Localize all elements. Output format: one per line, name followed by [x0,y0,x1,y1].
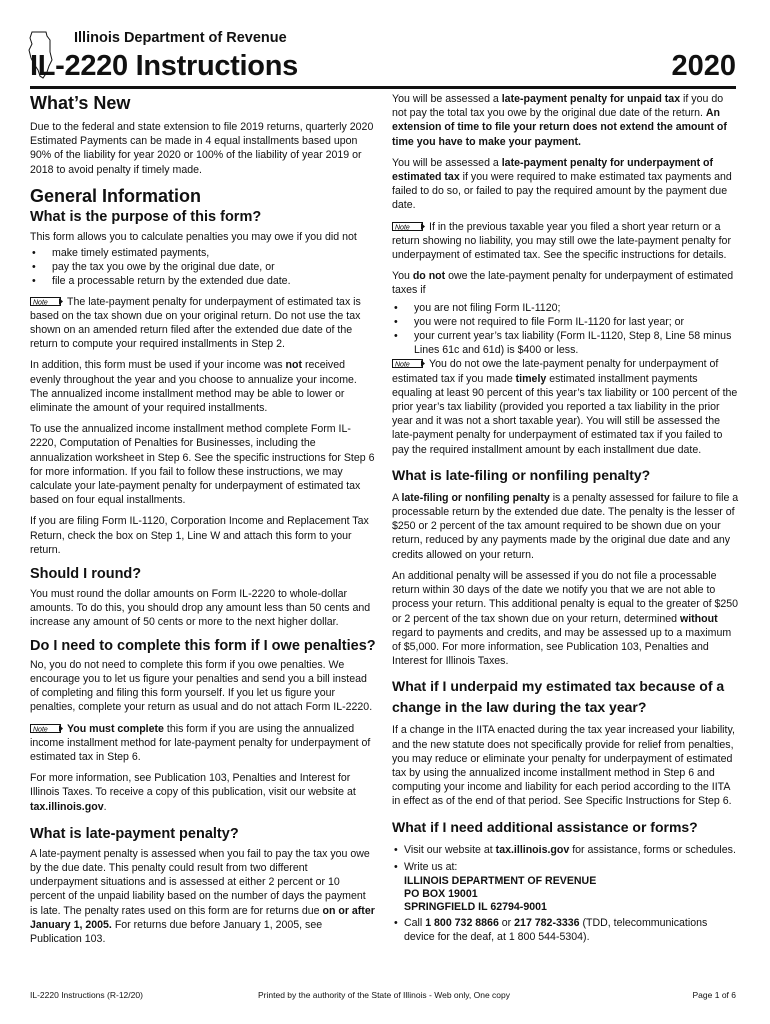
addition-text: In addition, this form must be used if your income was not received evenly throughout the year and you choose to annualize your income. The annualized income installment method may be able to lower or eliminate the amount of your required installments. [30,359,357,415]
more-info-text: For more information, see Publication 103, Penalties and Interest for Illinois Taxes. To receive a copy of this publication, visit our website at tax.illinois.gov. [30,772,356,813]
late-filing-heading: What is late-filing or nonfiling penalty? [392,466,651,483]
whats-new-text: Due to the federal and state extension to file 2019 returns, quarterly 2020 Estimated Payments can be made in 4 equal installments based upon 90% of the liability for year 2020 or 100% of the liability of year 2019 or 2018 to avoid penalty if timely made. [30,121,374,176]
round-heading: Should I round? [30,566,142,583]
svg-text:Note: Note [33,299,48,306]
phone-number[interactable]: 1 800 732 8866 [425,916,499,929]
late-filing-text: A late-filing or nonfiling penalty is a penalty assessed for failure to file a processable return by the extended due date. The penalty is the lesser of $250 or 2 percent of the tax amount required to be shown due on your return, reduced by any payments made by the original due date and any credits allowed on your return. [392,491,739,561]
unpaid-tax-text: You will be assessed a late-payment penalty for unpaid tax if you do not pay the total tax you owe by the original due date of the return. An extension of time to file your return does not extend the amount of time you have to make your payment. [392,93,727,148]
need-heading: Do I need to complete this form if I owe penalties? [30,637,376,654]
right-column [392,92,740,950]
assistance-heading: What if I need additional assistance or forms? [392,818,698,835]
purpose-list [30,246,376,289]
header-rule [30,86,736,89]
note-icon [30,297,64,306]
list-item: • Call 1 800 732 8866 or 217 782-3336 (TDD, telecommunications device for the deaf, at 1 800 544-5304). [392,916,740,944]
note-icon [392,222,426,231]
website-link[interactable]: tax.illinois.gov [30,800,104,813]
page-title: IL-2220 Instructions [30,50,298,82]
printed-by: Printed by the authority of the State of Illinois - Web only, One copy [258,990,510,1000]
list-item: • Write us at: ILLINOIS DEPARTMENT OF REVENUE PO BOX 19001 SPRINGFIELD IL 62794-9001 [392,860,740,914]
svg-text:Note: Note [395,361,410,369]
additional-penalty-text: An additional penalty will be assessed if you do not file a processable return within 30 days of the date we notify you that we are not able to process your return. This additional penalty is equal to the greater of $250 or 2 percent of the tax shown due on your return, determined without regard to payments and credits, and may be assessed up to a maximum of $5,000. For more information, see Publication 103, Penalties and Interest for Illinois Taxes. [392,569,739,668]
list-item: • Visit our website at tax.illinois.gov for assistance, forms or schedules. [392,843,740,857]
note-paragraph: Note If in the previous taxable year you filed a short year return or a return showing no liability, you may still owe the late-payment penalty for underpayment of estimated tax. See the specific instructions for details. [392,220,731,262]
purpose-text: This form allows you to calculate penalties you may owe if you did not [30,230,357,243]
note-paragraph: Note You do not owe the late-payment penalty for underpayment of estimated tax if you made timely estimated installment payments equaling at least 90 percent of this year’s tax liability or 100 percent of the prior year’s tax liability (provided you reported a tax liability in the prior year and it was not a short taxable year). You will still be assessed the late-payment penalty for underpayment of estimated tax if you failed to pay the required installment amount by each installment due date. [392,358,738,456]
note-icon [30,724,64,733]
underpayment-text: You will be assessed a late-payment penalty for underpayment of estimated tax if you were required to make estimated tax payments and failed to do so, or failed to pay the required amount by the payment due date. [392,156,732,212]
purpose-heading: What is the purpose of this form? [30,208,262,225]
list-item: • make timely estimated payments, [30,246,376,260]
late-payment-heading: What is late-payment penalty? [30,825,239,842]
list-item: • you were not required to file Form IL-1120 for last year; or [392,315,740,329]
list-item: • you are not filing Form IL-1120; [392,301,740,315]
general-info-heading: General Information [30,185,202,206]
list-item: • pay the tax you owe by the original due date, or [30,260,376,274]
underpaid-text: If a change in the IITA enacted during the tax year increased your liability, and the new statute does not specifically provide for relief from penalties, you may reduce or eliminate your penalty for underpayment of estimated tax by using the annualized income installment method in Step 6 and computing your income and liability for each period according to the IITA in effect as of the end of that period. See Specific Instructions for Step 6. [392,724,735,808]
note-paragraph: Note The late-payment penalty for underpayment of estimated tax is based on the tax shown due on your original return. Do not use the tax shown on an amended return filed after the extended due date of the return to compute your required installments in Step 2. [30,295,361,351]
il1120-text: If you are filing Form IL-1120, Corporation Income and Replacement Tax Return, check the box on Step 1, Line W and attach this form to your return. [30,515,369,556]
do-not-owe-list [392,301,740,358]
list-item: • your current year’s tax liability (Form IL-1120, Step 8, Line 58 minus Lines 61c and 61d) is $400 or less. [392,329,740,357]
underpaid-heading: What if I underpaid my estimated tax because of a change in the law during the tax year? [392,678,725,716]
do-not-owe-text: You do not owe the late-payment penalty for underpayment of estimated taxes if [392,270,734,297]
note-icon [392,359,426,368]
annualized-text: To use the annualized income installment method complete Form IL-2220, Computation of Penalties for Businesses, including the annualization worksheet in Step 6. See the specific instructions for Step 6 for more information. If you fail to follow these instructions, we may calculate your late-payment penalty for underpayment of estimated tax based on four equal installments. [30,423,375,507]
phone-number[interactable]: 217 782-3336 [514,916,580,929]
form-id: IL-2220 Instructions (R-12/20) [30,990,143,1000]
svg-text:Note: Note [395,224,410,231]
tax-year: 2020 [671,50,736,82]
assistance-list [392,843,740,945]
whats-new-heading: What’s New [30,93,131,113]
list-item: • file a processable return by the extended due date. [30,274,376,288]
page-number: Page 1 of 6 [692,990,736,1000]
need-text: No, you do not need to complete this form if you owe penalties. We encourage you to let us figure your penalties and send you a bill instead of completing and filing this form yourself. If you let us figure your penalties, complete your return as usual and do not attach Form IL-2220. [30,658,373,714]
late-payment-text: A late-payment penalty is assessed when you fail to pay the tax you owe by the due date. This penalty could result from two different underpayment situations and is assessed at either 2 percent or 10 percent of the unpaid liability based on the number of days the payment is late. The penalty rates used on this form are for returns due on or after January 1, 2005. For returns due before January 1, 2005, see Publication 103. [30,847,375,945]
left-column [30,92,376,953]
note-paragraph: Note You must complete this form if you are using the annualized income installment method for late-payment penalty for underpayment of estimated tax in Step 6. [30,722,371,763]
mailing-address: ILLINOIS DEPARTMENT OF REVENUE PO BOX 19001 SPRINGFIELD IL 62794-9001 [404,874,597,913]
agency-name: Illinois Department of Revenue [74,30,287,46]
svg-text:Note: Note [33,726,48,733]
website-link[interactable]: tax.illinois.gov [495,843,570,856]
round-text: You must round the dollar amounts on Form IL-2220 to whole-dollar amounts. To do this, you should drop any amount less than 50 cents and increase any amount of 50 cents or more to the next higher dollar. [30,588,371,629]
